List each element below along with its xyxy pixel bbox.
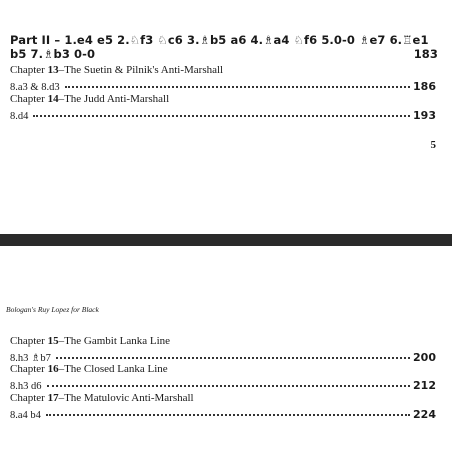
toc-row-chapter-17[interactable] [10,406,436,420]
running-head: Bologan's Ruy Lopez for Black [6,305,99,314]
part-heading-line-2 [10,47,438,61]
chapter-15-title: Chapter 15–The Gambit Lanka Line [10,335,171,347]
dot-leader [46,404,410,416]
dot-leader [65,76,410,88]
part-heading-moves: b5 7.♗b3 0-0 [10,47,96,61]
toc-row-chapter-16[interactable] [10,377,436,391]
toc-moves: 8.a3 & 8.d3 [10,82,60,93]
chapter-13-title: Chapter 13–The Suetin & Pilnik's Anti-Marshall [10,64,224,76]
dot-leader [47,375,411,387]
part-page-number: 183 [413,47,438,61]
toc-page: 193 [413,109,436,122]
page-number: 5 [430,139,436,151]
toc-row-chapter-13[interactable] [10,78,436,92]
toc-page: 212 [413,379,436,392]
toc-row-chapter-15[interactable] [10,349,436,363]
toc-page: 224 [413,408,436,421]
part-heading-line-1: Part II – 1.e4 e5 2.♘f3 ♘c6 3.♗b5 a6 4.♗a4 ♘f6 5.0-0 ♗e7 6.♖e1 [10,33,429,47]
page-divider [0,234,452,246]
dot-leader [33,105,410,117]
toc-page: 200 [413,351,436,364]
toc-page: 186 [413,80,436,93]
chapter-14-title: Chapter 14–The Judd Anti-Marshall [10,93,170,105]
toc-moves: 8.h3 d6 [10,381,42,392]
chapter-16-title: Chapter 16–The Closed Lanka Line [10,363,168,375]
toc-row-chapter-14[interactable] [10,107,436,121]
toc-moves: 8.d4 [10,111,29,122]
toc-moves: 8.h3 ♗b7 [10,353,51,364]
toc-moves: 8.a4 b4 [10,410,41,421]
dot-leader [56,347,410,359]
chapter-17-title: Chapter 17–The Matulovic Anti-Marshall [10,392,194,404]
